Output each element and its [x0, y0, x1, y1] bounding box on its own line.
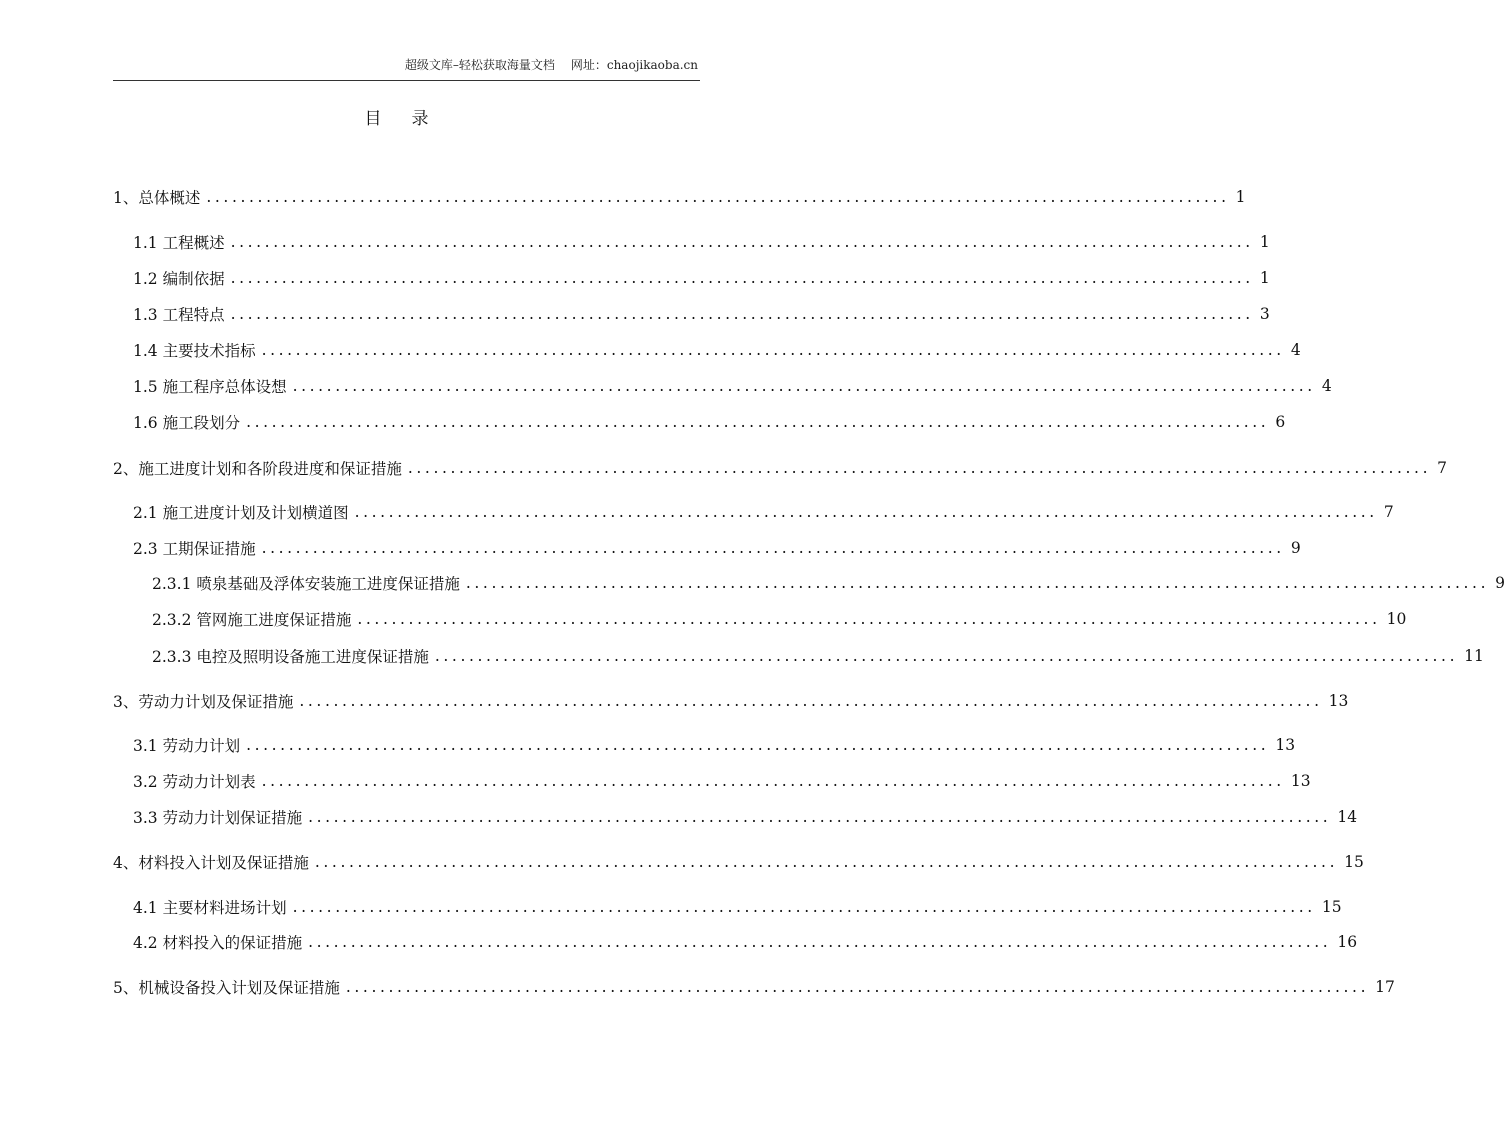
header-divider	[113, 80, 700, 81]
toc-entry-label: 1.4 主要技术指标	[133, 342, 256, 360]
toc-dot-leader: ........................................................................................................................	[261, 341, 1285, 359]
toc-dot-leader: ........................................................................................................................	[357, 610, 1381, 628]
toc-entry-label: 1.5 施工程序总体设想	[133, 378, 287, 396]
toc-dot-leader: ........................................................................................................................	[230, 305, 1254, 323]
toc-entry-page-number: 13	[1328, 692, 1349, 710]
toc-entry-label: 1.3 工程特点	[133, 306, 225, 324]
toc-entry[interactable]	[133, 769, 1311, 793]
toc-dot-leader: ........................................................................................................................	[206, 188, 1230, 206]
toc-entry-page-number: 15	[1321, 898, 1342, 916]
toc-entry-label: 3.1 劳动力计划	[133, 737, 241, 755]
toc-entry-page-number: 1	[1259, 269, 1270, 287]
toc-dot-leader: ........................................................................................................................	[354, 503, 1378, 521]
toc-dot-leader: ........................................................................................................................	[465, 574, 1490, 592]
header-site-name: 超级文库–轻松获取海量文档	[404, 58, 555, 72]
toc-entry[interactable]	[133, 536, 1301, 560]
toc-dot-leader: ........................................................................................................................	[434, 647, 1459, 665]
header-url: 网址：chaojikaoba.cn	[570, 58, 698, 72]
toc-entry-page-number: 7	[1437, 459, 1447, 477]
toc-entry-page-number: 1	[1235, 188, 1246, 206]
toc-entry[interactable]	[133, 302, 1270, 326]
toc-entry-page-number: 6	[1275, 413, 1286, 431]
toc-entry[interactable]	[133, 374, 1332, 398]
toc-entry-page-number: 3	[1259, 305, 1270, 323]
toc-entry-label: 2、施工进度计划和各阶段进度和保证措施	[113, 460, 402, 478]
toc-entry-label: 1、总体概述	[113, 189, 201, 207]
toc-entry-label: 1.1 工程概述	[133, 234, 225, 252]
toc-entry-page-number: 15	[1344, 853, 1364, 871]
toc-entry-label: 3.3 劳动力计划保证措施	[133, 809, 303, 827]
toc-dot-leader: ........................................................................................................................	[246, 736, 1270, 754]
toc-dot-leader: ........................................................................................................................	[230, 233, 1254, 251]
toc-entry-page-number: 9	[1290, 539, 1301, 557]
toc-entry[interactable]	[133, 733, 1296, 757]
toc-entry[interactable]	[152, 607, 1407, 631]
toc-entry-label: 2.1 施工进度计划及计划横道图	[133, 504, 349, 522]
toc-entry[interactable]	[133, 410, 1286, 434]
toc-entry[interactable]	[152, 644, 1484, 668]
toc-entry-label: 4.2 材料投入的保证措施	[133, 934, 303, 952]
toc-entry[interactable]	[133, 338, 1301, 362]
toc-dot-leader: ........................................................................................................................	[407, 459, 1432, 477]
toc-entry[interactable]	[133, 500, 1394, 524]
toc-dot-leader: ........................................................................................................................	[261, 772, 1285, 790]
toc-entry-label: 3、劳动力计划及保证措施	[113, 693, 294, 711]
toc-entry-page-number: 4	[1290, 341, 1301, 359]
toc-entry-label: 3.2 劳动力计划表	[133, 773, 256, 791]
toc-entry-page-number: 14	[1337, 808, 1358, 826]
toc-dot-leader: ........................................................................................................................	[246, 413, 1270, 431]
toc-dot-leader: ........................................................................................................................	[308, 933, 1332, 951]
toc-entry-page-number: 1	[1259, 233, 1270, 251]
toc-entry-label: 2.3.1 喷泉基础及浮体安装施工进度保证措施	[152, 575, 460, 593]
toc-entry[interactable]	[133, 895, 1342, 919]
toc-entry[interactable]	[133, 266, 1270, 290]
toc-entry[interactable]	[113, 185, 1246, 209]
toc-dot-leader: ........................................................................................................................	[314, 853, 1339, 871]
toc-entry-label: 2.3 工期保证措施	[133, 540, 256, 558]
toc-entry-page-number: 11	[1464, 647, 1484, 665]
page-title: 目录	[364, 109, 459, 129]
toc-entry-page-number: 17	[1375, 978, 1395, 996]
toc-entry-label: 1.6 施工段划分	[133, 414, 241, 432]
toc-dot-leader: ........................................................................................................................	[261, 539, 1285, 557]
toc-entry[interactable]	[113, 850, 1364, 874]
toc-entry-page-number: 10	[1386, 610, 1407, 628]
toc-entry-label: 5、机械设备投入计划及保证措施	[113, 979, 340, 997]
toc-entry-label: 2.3.3 电控及照明设备施工进度保证措施	[152, 648, 429, 666]
toc-entry-page-number: 13	[1290, 772, 1311, 790]
toc-entry-page-number: 13	[1275, 736, 1296, 754]
toc-entry[interactable]	[113, 689, 1349, 713]
toc-dot-leader: ........................................................................................................................	[230, 269, 1254, 287]
toc-entry-page-number: 7	[1383, 503, 1394, 521]
toc-dot-leader: ........................................................................................................................	[345, 978, 1370, 996]
toc-entry-label: 4、材料投入计划及保证措施	[113, 854, 309, 872]
toc-entry-label: 2.3.2 管网施工进度保证措施	[152, 611, 352, 629]
toc-entry-page-number: 4	[1321, 377, 1332, 395]
toc-dot-leader: ........................................................................................................................	[292, 377, 1316, 395]
toc-entry-label: 4.1 主要材料进场计划	[133, 899, 287, 917]
toc-entry[interactable]	[113, 456, 1447, 480]
page-header	[405, 56, 698, 73]
toc-entry[interactable]	[133, 805, 1358, 829]
toc-entry[interactable]	[133, 230, 1270, 254]
toc-entry-page-number: 16	[1337, 933, 1358, 951]
toc-dot-leader: ........................................................................................................................	[299, 692, 1323, 710]
toc-dot-leader: ........................................................................................................................	[308, 808, 1332, 826]
toc-dot-leader: ........................................................................................................................	[292, 898, 1316, 916]
toc-entry-page-number: 9	[1495, 574, 1505, 592]
toc-entry[interactable]	[152, 571, 1505, 595]
toc-entry[interactable]	[113, 975, 1395, 999]
toc-entry-label: 1.2 编制依据	[133, 270, 225, 288]
toc-entry[interactable]	[133, 930, 1358, 954]
